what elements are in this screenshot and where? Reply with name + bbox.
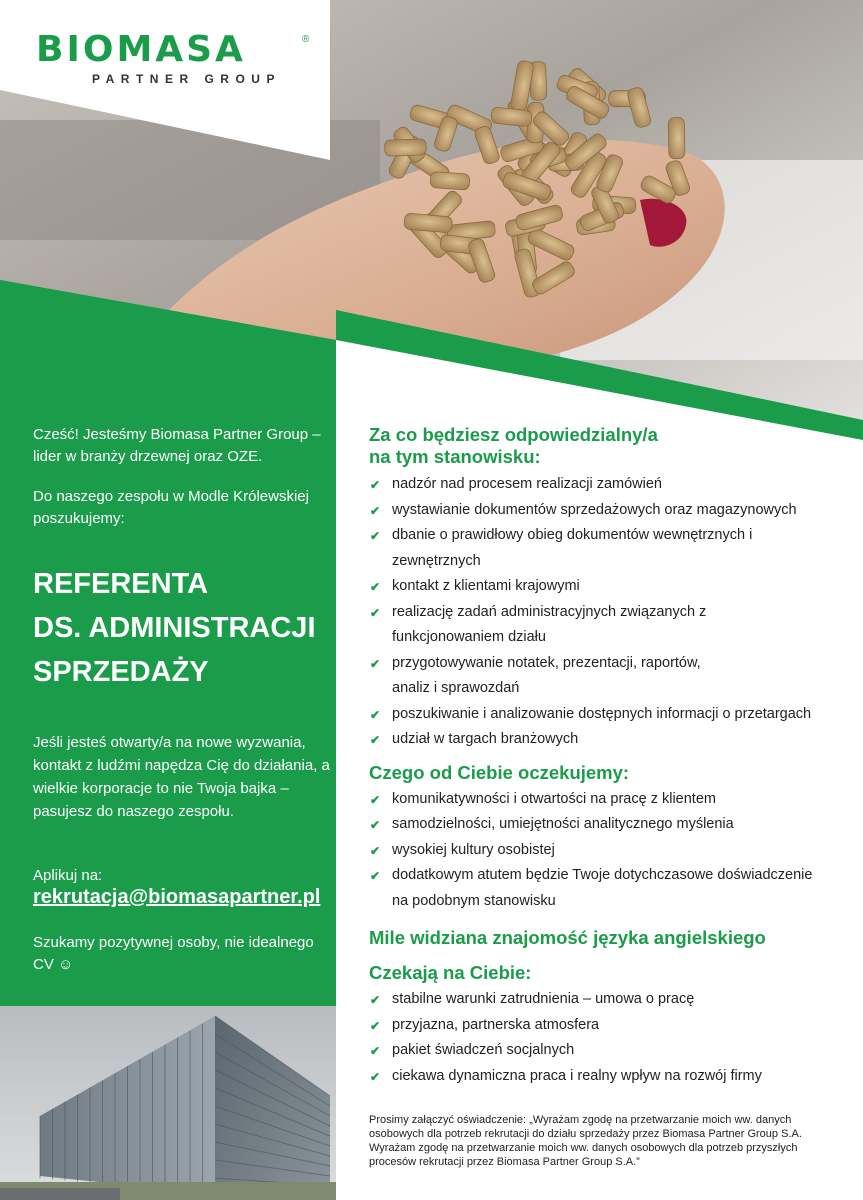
- job-title-line-2: DS. ADMINISTRACJI: [33, 612, 316, 644]
- responsibilities-heading-text: Za co będziesz odpowiedzialny/a na tym stanowisku:: [369, 424, 658, 467]
- list-item: ✔ nadzór nad procesem realizacji zamówień: [369, 472, 849, 498]
- check-icon: ✔: [370, 1044, 381, 1058]
- list-item: ✔ przygotowywanie notatek, prezentacji, raportów, analiz i sprawozdań: [369, 651, 849, 702]
- expectations-heading: Czego od Ciebie oczekujemy:: [369, 761, 630, 783]
- company-logo: [36, 30, 316, 90]
- check-icon: ✔: [370, 503, 381, 518]
- list-item: ✔ wysokiej kultury osobistej: [369, 838, 849, 864]
- check-icon: ✔: [370, 1018, 381, 1033]
- check-icon: ✔: [370, 605, 381, 620]
- check-icon: ✔: [370, 818, 381, 832]
- list-item: ✔ dbanie o prawidłowy obieg dokumentów wewnętrznych i zewnętrznych: [369, 523, 809, 574]
- check-icon: ✔: [370, 656, 381, 671]
- check-icon: ✔: [370, 869, 381, 883]
- english-heading: Mile widziana znajomość języka angielskiego: [369, 927, 766, 948]
- offer-heading: Czekają na Ciebie:: [369, 962, 532, 983]
- job-title: [33, 562, 333, 694]
- logo-wordmark: BIOMASA: [36, 29, 246, 70]
- closing-text: Szukamy pozytywnej osoby, nie idealnego CV ☺: [33, 934, 314, 973]
- consent-disclaimer: Prosimy załączyć oświadczenie: „Wyrażam zgodę na przetwarzanie moich ww. danych osobowych dla potrzeb rekrutacji do działu sprzedaży przez Biomasa Partner Group S.A. Wyrażam zgodę na przetwarzanie moich ww. danych osobowych dla potrzeb przyszłych procesów rekrutacji przez Biomasa Partner Group S.A.”: [369, 1114, 802, 1168]
- logo-subtitle: PARTNER GROUP: [92, 72, 281, 86]
- right-content: [369, 424, 849, 1089]
- check-icon: ✔: [370, 529, 381, 543]
- job-title-line-1: REFERENTA: [33, 568, 209, 600]
- list-item: ✔ przyjazna, partnerska atmosfera: [369, 1013, 849, 1039]
- list-item: ✔ dodatkowym atutem będzie Twoje dotychczasowe doświadczenie na podobnym stanowisku: [369, 863, 849, 914]
- check-icon: ✔: [370, 792, 381, 807]
- check-icon: ✔: [370, 1069, 381, 1084]
- email-link[interactable]: rekrutacja@biomasapartner.pl: [33, 886, 321, 908]
- responsibilities-heading: [369, 424, 669, 468]
- check-icon: ✔: [370, 993, 381, 1007]
- wood-pellet: [668, 117, 685, 158]
- list-item: ✔ samodzielności, umiejętności analitycznego myślenia: [369, 812, 849, 838]
- check-icon: ✔: [370, 478, 381, 492]
- check-icon: ✔: [370, 707, 381, 722]
- intro-text: Cześć! Jesteśmy Biomasa Partner Group – lider w branży drzewnej oraz OZE.: [33, 426, 321, 465]
- check-icon: ✔: [370, 733, 381, 747]
- list-item: ✔ komunikatywności i otwartości na pracę z klientem: [369, 787, 849, 813]
- list-item: ✔ poszukiwanie i analizowanie dostępnych informacji o przetargach: [369, 702, 849, 728]
- list-item: ✔ kontakt z klientami krajowymi: [369, 574, 849, 600]
- wood-pellet: [384, 139, 426, 156]
- list-item: ✔ stabilne warunki zatrudnienia – umowa o pracę: [369, 987, 849, 1013]
- check-icon: ✔: [370, 843, 381, 858]
- job-title-line-3: SPRZEDAŻY: [33, 656, 209, 688]
- list-item: ✔ ciekawa dynamiczna praca i realny wpływ na rozwój firmy: [369, 1064, 849, 1090]
- search-text: Do naszego zespołu w Modle Królewskiej poszukujemy:: [33, 488, 309, 527]
- office-building-image: [0, 1006, 336, 1200]
- pitch-text: Jeśli jesteś otwarty/a na nowe wyzwania, kontakt z ludźmi napędza Cię do działania, a wielkie korporacje to nie Twoja bajka – pasujesz do naszego zespołu.: [33, 734, 330, 820]
- list-item: ✔ udział w targach branżowych: [369, 727, 849, 753]
- responsibilities-list: [369, 472, 849, 753]
- wood-pellet: [430, 171, 470, 190]
- expectations-list: [369, 787, 849, 915]
- check-icon: ✔: [370, 580, 381, 594]
- offer-list: [369, 987, 849, 1089]
- registered-mark: ®: [302, 34, 310, 45]
- list-item: ✔ pakiet świadczeń socjalnych: [369, 1038, 849, 1064]
- list-item: ✔ realizację zadań administracyjnych związanych z funkcjonowaniem działu: [369, 600, 849, 651]
- list-item: ✔ wystawianie dokumentów sprzedażowych oraz magazynowych: [369, 498, 849, 524]
- apply-label: Aplikuj na:: [33, 867, 103, 884]
